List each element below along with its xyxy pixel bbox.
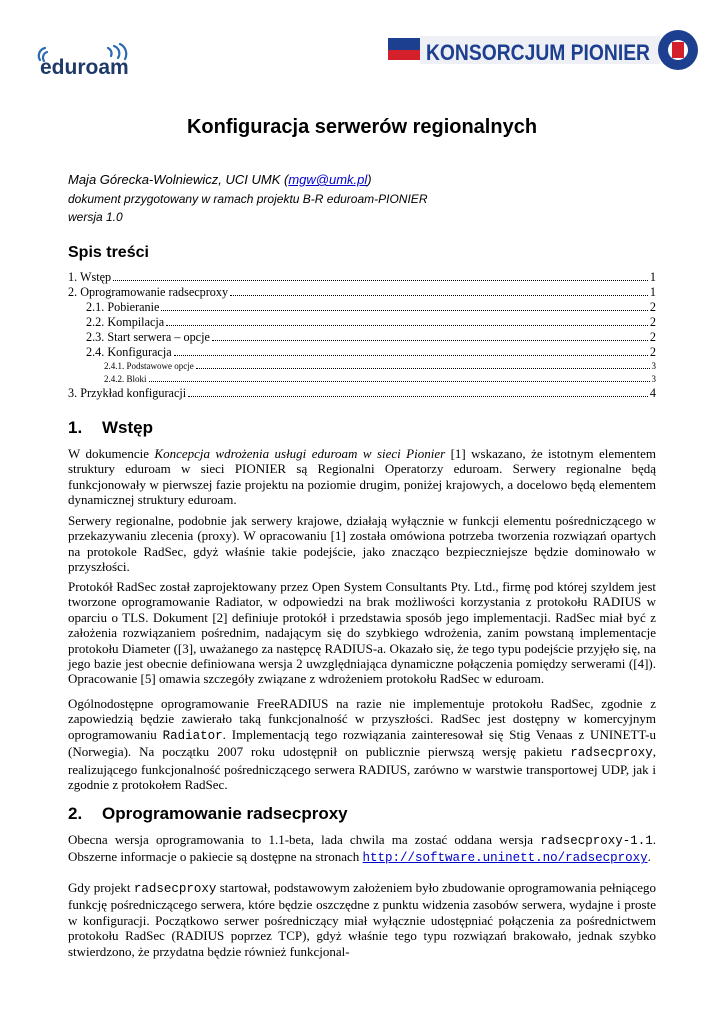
section-1-paragraph-1: W dokumencie Koncepcja wdrożenia usługi eduroam w sieci Pionier [1] wskazano, że istotnym elementem struktury eduroam w sieci PIONIER są Regionalni Operatorzy eduroam. Serwery regionalne będą funkcjonowały w pierwszej fazie projektu na poziomie drugim, poniżej krajowych, a docelowo będą elementem dynamicznej struktury eduroam. (68, 446, 656, 508)
author-line (68, 172, 372, 187)
section-2-paragraph-1: Obecna wersja oprogramowania to 1.1-beta, lada chwila ma zostać oddana wersja radsecproxy-1.1. Obszerne informacje o pakiecie są dostępne na stronach http://software.uninett.no/radsecproxy. (68, 832, 656, 866)
pionier-logo (388, 28, 700, 74)
toc-entry[interactable]: 2.1. Pobieranie 2 (86, 300, 656, 314)
toc-entry[interactable]: 3. Przykład konfiguracji 4 (68, 386, 656, 400)
pionier-seal-icon (658, 30, 698, 70)
toc-entry[interactable]: 2.4. Konfiguracja 2 (86, 345, 656, 359)
section-1-paragraph-4: Ogólnodostępne oprogramowanie FreeRADIUS na razie nie implementuje protokołu RadSec, zgodnie z zapowiedzią będzie zawierało taką funkcjonalność w przyszłości. RadSec jest dostępny w komercyjnym oprogramowaniu Radiator. Implementacją tego rozwiązania zainteresował się Stig Venaas z UNINETT-u (Norwegia). Na początku 2007 roku udostępnił on publicznie pierwszą wersję pakietu radsecproxy, realizującego funkcjonalność pośredniczącego serwera RADIUS, zarówno w warstwie transportowej UDP, jak i zgodnie z protokołem RadSec. (68, 696, 657, 793)
svg-text:KONSORCJUM PIONIER: KONSORCJUM PIONIER (426, 40, 651, 65)
radsecproxy-url-link[interactable]: http://software.uninett.no/radsecproxy (362, 851, 648, 866)
author-name: Maja Górecka-Wolniewicz, UCI UMK ( (68, 172, 289, 187)
document-version: wersja 1.0 (68, 210, 123, 224)
toc-entry[interactable]: 1. Wstęp 1 (68, 270, 656, 284)
section-2-paragraph-2: Gdy projekt radsecproxy startował, podstawowym założeniem było zbudowanie oprogramowania pełniącego funkcję pośredniczącego serwera, które będzie oszczędne z punktu widzenia zasobów serwera, wydajne i proste w konfiguracji. Początkowo serwer pośredniczący miał wyłącznie udostępniać połączenia za pośrednictwem protokołu RadSec (RADIUS poprzez TCP), gdyż właśnie tego typu rozwiązań brakowało, jednak szybko stwierdzono, że przydatna będzie również funkcjonal- (68, 880, 656, 959)
toc-entry[interactable]: 2. Oprogramowanie radsecproxy 1 (68, 285, 656, 299)
section-1-paragraph-2: Serwery regionalne, podobnie jak serwery krajowe, działają wyłącznie w funkcji elementu pośredniczącego w przekazywaniu zlecenia (proxy). W opracowaniu [1] została omówiona potrzeba tworzenia rozwiązań opartych na protokole RadSec, gdyż właśnie takie podejście, jako znacząco bezpieczniejsze będzie dominowało w przyszłości. (68, 513, 656, 575)
section-2-heading: 2. Oprogramowanie radsecproxy (68, 804, 348, 823)
toc-entry[interactable]: 2.4.1. Podstawowe opcje 3 (104, 361, 656, 371)
author-close: ) (367, 172, 372, 187)
table-of-contents (68, 270, 656, 401)
toc-entry[interactable]: 2.3. Start serwera – opcje 2 (86, 330, 656, 344)
document-note: dokument przygotowany w ramach projektu B-R eduroam-PIONIER (68, 192, 428, 206)
toc-entry[interactable]: 2.2. Kompilacja 2 (86, 315, 656, 329)
toc-entry[interactable]: 2.4.2. Bloki 3 (104, 374, 656, 384)
eduroam-logo (34, 40, 134, 76)
author-email-link[interactable]: mgw@umk.pl (288, 172, 368, 187)
svg-text:eduroam: eduroam (40, 56, 129, 76)
section-1-paragraph-3: Protokół RadSec został zaprojektowany przez Open System Consultants Pty. Ltd., firmę pod której szyldem jest tworzone oprogramowanie Radiator, w odpowiedzi na brak możliwości korzystania z protokołu RADIUS w oparciu o TLS. Dokument [2] definiuje protokół i przedstawia sposób jego implementacji. RadSec miał być z założenia rozwiązaniem pośrednim, nadającym się do szybkiego wdrożenia, zanim powstaną implementacje protokołu Diameter ([3], uważanego za następcę RADIUS-a. Okazało się, że tego typu podejście przyjęło się, na jego bazie jest obecnie definiowana wersja 2 uwzględniająca dynamiczne połączenia pomiędzy serwerami ([4]). Opracowanie [5] omawia szczegóły związane z wdrożeniem protokołu RadSec w eduroam. (68, 579, 656, 687)
section-1-heading: 1. Wstęp (68, 418, 153, 437)
toc-title: Spis treści (68, 244, 149, 261)
document-title: Konfiguracja serwerów regionalnych (186, 116, 538, 138)
